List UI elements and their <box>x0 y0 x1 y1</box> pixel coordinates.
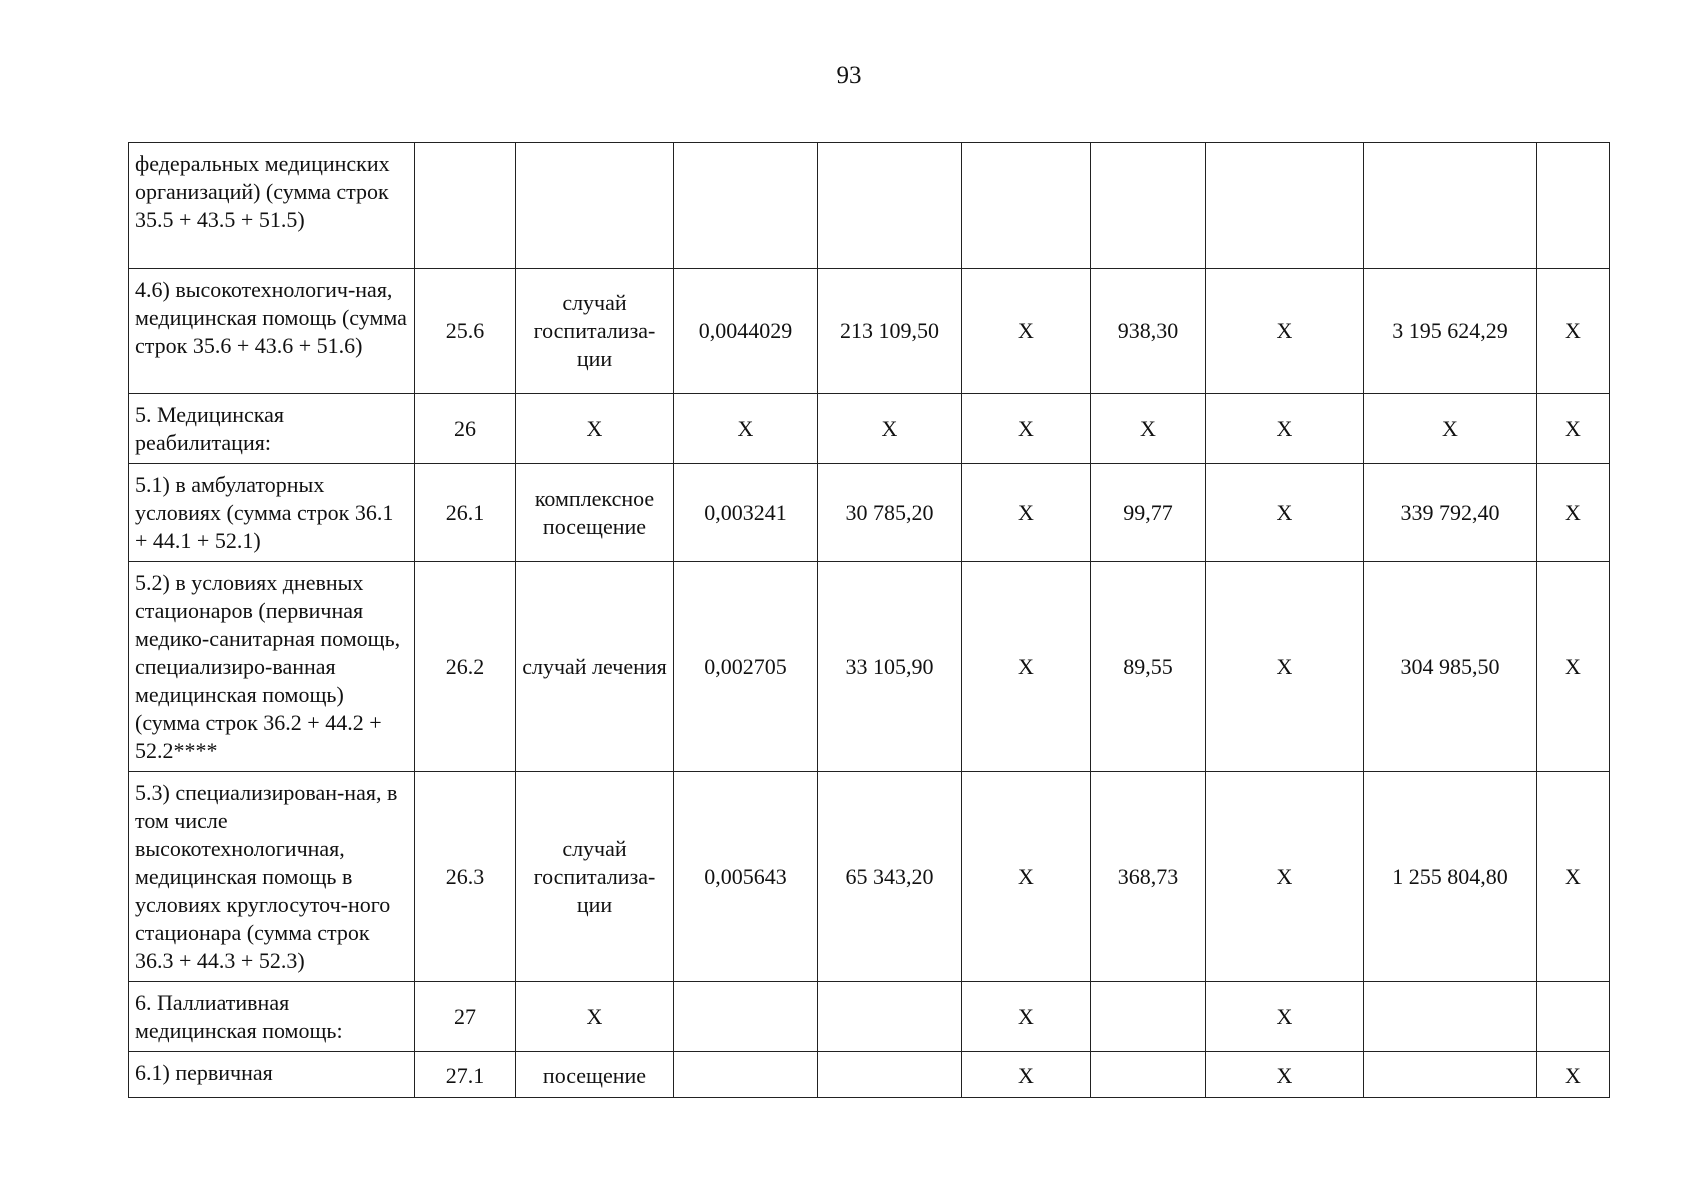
row-col9-cell <box>1364 982 1537 1052</box>
row-unit-cell <box>516 143 674 269</box>
row-volume-cell: 0,002705 <box>674 562 818 772</box>
row-col9-cell: 339 792,40 <box>1364 464 1537 562</box>
row-unit-cell: X <box>516 394 674 464</box>
row-code-cell: 25.6 <box>415 269 516 394</box>
row-col10-cell <box>1537 982 1610 1052</box>
row-unit-cell: случай госпитализа-ции <box>516 269 674 394</box>
row-col8-cell: X <box>1206 772 1364 982</box>
row-col8-cell: X <box>1206 394 1364 464</box>
row-col9-cell <box>1364 1052 1537 1098</box>
table-row <box>129 772 1610 982</box>
row-code-cell: 27 <box>415 982 516 1052</box>
row-col7-cell: X <box>1091 394 1206 464</box>
row-col9-cell: 3 195 624,29 <box>1364 269 1537 394</box>
table-row <box>129 562 1610 772</box>
row-col7-cell <box>1091 982 1206 1052</box>
row-volume-cell: 0,003241 <box>674 464 818 562</box>
row-col10-cell: X <box>1537 394 1610 464</box>
row-col6-cell: X <box>962 562 1091 772</box>
row-col9-cell: X <box>1364 394 1537 464</box>
row-col9-cell: 304 985,50 <box>1364 562 1537 772</box>
row-cost-cell <box>818 1052 962 1098</box>
row-volume-cell: 0,0044029 <box>674 269 818 394</box>
row-cost-cell: X <box>818 394 962 464</box>
row-unit-cell: посещение <box>516 1052 674 1098</box>
row-col6-cell: X <box>962 1052 1091 1098</box>
table-row <box>129 394 1610 464</box>
row-col6-cell: X <box>962 982 1091 1052</box>
row-col10-cell: X <box>1537 1052 1610 1098</box>
row-cost-cell: 33 105,90 <box>818 562 962 772</box>
row-cost-cell: 65 343,20 <box>818 772 962 982</box>
row-code-cell: 26.2 <box>415 562 516 772</box>
row-name-cell: 6.1) первичная <box>129 1052 415 1098</box>
row-volume-cell <box>674 982 818 1052</box>
page-number: 93 <box>836 62 862 89</box>
row-col8-cell: X <box>1206 269 1364 394</box>
row-name-cell: 5.2) в условиях дневных стационаров (первичная медико-санитарная помощь, специализиро-ванная медицинская помощь) (сумма строк 36.2 + 44.2 + 52.2**** <box>129 562 415 772</box>
row-volume-cell: 0,005643 <box>674 772 818 982</box>
row-unit-cell: комплексное посещение <box>516 464 674 562</box>
row-cost-cell <box>818 143 962 269</box>
row-col6-cell <box>962 143 1091 269</box>
row-cost-cell: 30 785,20 <box>818 464 962 562</box>
row-name-cell: 4.6) высокотехнологич-ная, медицинская помощь (сумма строк 35.6 + 43.6 + 51.6) <box>129 269 415 394</box>
table-row <box>129 464 1610 562</box>
row-col10-cell: X <box>1537 269 1610 394</box>
row-col7-cell: 368,73 <box>1091 772 1206 982</box>
row-name-cell: 5.1) в амбулаторных условиях (сумма строк 36.1 + 44.1 + 52.1) <box>129 464 415 562</box>
row-col8-cell: X <box>1206 982 1364 1052</box>
row-name-cell: федеральных медицинских организаций) (сумма строк 35.5 + 43.5 + 51.5) <box>129 143 415 269</box>
row-col7-cell: 89,55 <box>1091 562 1206 772</box>
row-col6-cell: X <box>962 772 1091 982</box>
row-code-cell <box>415 143 516 269</box>
table-row <box>129 982 1610 1052</box>
row-code-cell: 26.1 <box>415 464 516 562</box>
row-col8-cell: X <box>1206 464 1364 562</box>
row-col6-cell: X <box>962 464 1091 562</box>
row-col8-cell: X <box>1206 1052 1364 1098</box>
row-col10-cell: X <box>1537 562 1610 772</box>
row-col7-cell: 938,30 <box>1091 269 1206 394</box>
row-code-cell: 26.3 <box>415 772 516 982</box>
row-col8-cell: X <box>1206 562 1364 772</box>
row-name-cell: 5.3) специализирован-ная, в том числе высокотехнологичная, медицинская помощь в условиях круглосуточ-ного стационара (сумма строк 36.3 + 44.3 + 52.3) <box>129 772 415 982</box>
row-name-cell: 5. Медицинская реабилитация: <box>129 394 415 464</box>
row-col6-cell: X <box>962 269 1091 394</box>
row-volume-cell <box>674 143 818 269</box>
row-volume-cell <box>674 1052 818 1098</box>
table-row <box>129 269 1610 394</box>
row-col6-cell: X <box>962 394 1091 464</box>
row-unit-cell: случай лечения <box>516 562 674 772</box>
row-col7-cell: 99,77 <box>1091 464 1206 562</box>
row-unit-cell: X <box>516 982 674 1052</box>
row-code-cell: 26 <box>415 394 516 464</box>
row-col10-cell <box>1537 143 1610 269</box>
row-col7-cell <box>1091 1052 1206 1098</box>
data-table <box>128 142 1610 1098</box>
row-name-cell: 6. Паллиативная медицинская помощь: <box>129 982 415 1052</box>
row-col7-cell <box>1091 143 1206 269</box>
row-col9-cell <box>1364 143 1537 269</box>
table-row <box>129 1052 1610 1098</box>
row-unit-cell: случай госпитализа-ции <box>516 772 674 982</box>
row-col10-cell: X <box>1537 464 1610 562</box>
table-row <box>129 143 1610 269</box>
row-col9-cell: 1 255 804,80 <box>1364 772 1537 982</box>
row-cost-cell: 213 109,50 <box>818 269 962 394</box>
row-col8-cell <box>1206 143 1364 269</box>
row-cost-cell <box>818 982 962 1052</box>
row-volume-cell: X <box>674 394 818 464</box>
row-code-cell: 27.1 <box>415 1052 516 1098</box>
row-col10-cell: X <box>1537 772 1610 982</box>
